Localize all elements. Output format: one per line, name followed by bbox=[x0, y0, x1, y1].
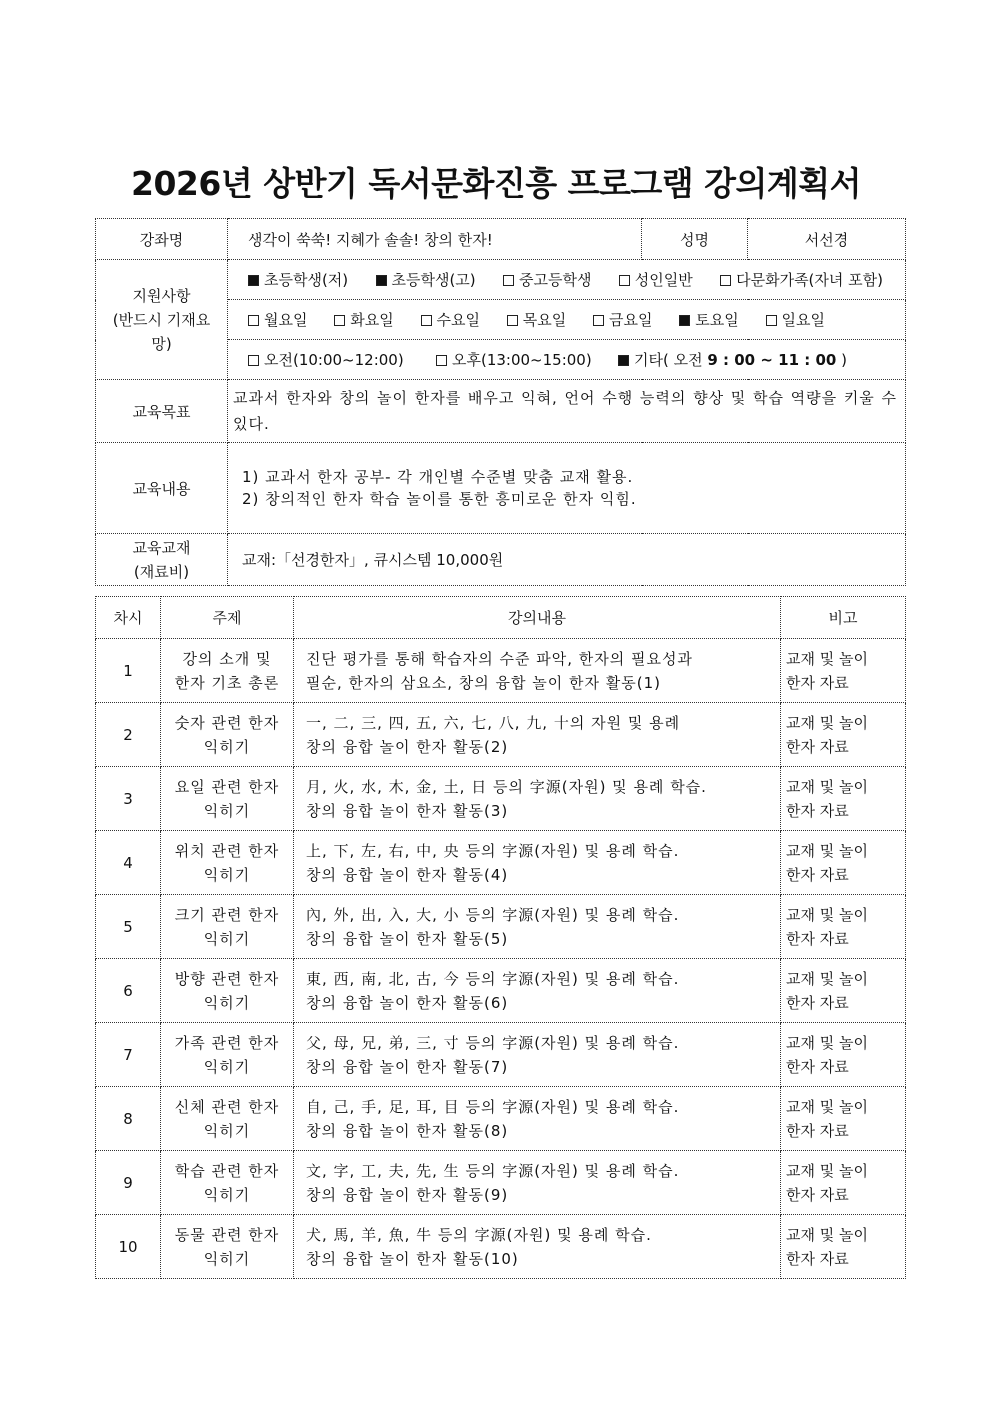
day-checkbox-group bbox=[248, 309, 897, 330]
session-content-line: 犬, 馬, 羊, 魚, 牛 등의 字源(자원) 및 용례 학습. bbox=[306, 1225, 652, 1244]
day-option[interactable] bbox=[334, 309, 393, 330]
session-remarks-line: 교재 및 놀이 bbox=[786, 1097, 868, 1116]
session-remarks bbox=[781, 959, 906, 1023]
session-topic-line: 익히기 bbox=[203, 1121, 251, 1140]
time-checkbox-group bbox=[248, 349, 897, 370]
session-topic-line: 숫자 관련 한자 bbox=[174, 713, 280, 732]
session-remarks bbox=[781, 1023, 906, 1087]
session-topic-line: 익히기 bbox=[203, 801, 251, 820]
day-option-label: 토요일 bbox=[695, 311, 739, 329]
session-topic bbox=[161, 639, 294, 703]
session-remarks-line: 교재 및 놀이 bbox=[786, 713, 868, 732]
document-title: 2026년 상반기 독서문화진흥 프로그램 강의계획서 bbox=[131, 164, 861, 203]
session-content-line: 月, 火, 水, 木, 金, 土, 日 등의 字源(자원) 및 용례 학습. bbox=[306, 777, 707, 796]
support-label bbox=[96, 260, 228, 380]
session-content-line: 창의 융합 놀이 한자 활동(4) bbox=[306, 865, 509, 884]
session-remarks bbox=[781, 1215, 906, 1279]
checkbox-icon bbox=[248, 355, 259, 366]
session-number: 5 bbox=[96, 895, 161, 959]
target-option-label: 초등학생(고) bbox=[391, 271, 476, 289]
session-content bbox=[294, 1087, 781, 1151]
session-remarks bbox=[781, 831, 906, 895]
session-remarks-line: 교재 및 놀이 bbox=[786, 1033, 868, 1052]
header-session: 차시 bbox=[96, 597, 161, 639]
session-content-line: 창의 융합 놀이 한자 활동(3) bbox=[306, 801, 509, 820]
session-content bbox=[294, 1151, 781, 1215]
session-topic-line: 익히기 bbox=[203, 1249, 251, 1268]
support-label-line-1: 지원사항 bbox=[132, 286, 191, 305]
session-number: 7 bbox=[96, 1023, 161, 1087]
target-option[interactable] bbox=[503, 269, 591, 290]
session-topic-line: 강의 소개 및 bbox=[182, 649, 272, 668]
session-topic-line: 익히기 bbox=[203, 993, 251, 1012]
session-remarks-line: 한자 자료 bbox=[786, 929, 849, 948]
session-number: 2 bbox=[96, 703, 161, 767]
target-checkbox-group bbox=[248, 269, 897, 290]
content-label: 교육내용 bbox=[96, 443, 228, 534]
target-option[interactable] bbox=[619, 269, 693, 290]
day-option[interactable] bbox=[593, 309, 652, 330]
session-remarks-line: 교재 및 놀이 bbox=[786, 649, 868, 668]
session-number: 4 bbox=[96, 831, 161, 895]
checkbox-icon bbox=[507, 315, 518, 326]
header-topic: 주제 bbox=[161, 597, 294, 639]
session-content-line: 東, 西, 南, 北, 古, 今 등의 字源(자원) 및 용례 학습. bbox=[306, 969, 680, 988]
session-remarks-line: 교재 및 놀이 bbox=[786, 1161, 868, 1180]
checkbox-icon bbox=[619, 275, 630, 286]
session-remarks bbox=[781, 767, 906, 831]
goal-text: 교과서 한자와 창의 놀이 한자를 배우고 익혀, 언어 수행 능력의 향상 및 학습 역량을 키울 수 있다. bbox=[228, 380, 906, 443]
target-option[interactable] bbox=[376, 269, 476, 290]
session-content bbox=[294, 895, 781, 959]
checkbox-checked-icon bbox=[376, 275, 387, 286]
session-topic-line: 신체 관련 한자 bbox=[174, 1097, 280, 1116]
table-row bbox=[96, 703, 906, 767]
session-remarks-line: 교재 및 놀이 bbox=[786, 1225, 868, 1244]
goal-label: 교육목표 bbox=[96, 380, 228, 443]
session-number: 3 bbox=[96, 767, 161, 831]
content-text bbox=[228, 443, 906, 534]
session-remarks-line: 한자 자료 bbox=[786, 1057, 849, 1076]
checkbox-checked-icon bbox=[248, 275, 259, 286]
session-remarks-line: 교재 및 놀이 bbox=[786, 777, 868, 796]
session-remarks-line: 한자 자료 bbox=[786, 865, 849, 884]
checkbox-icon bbox=[421, 315, 432, 326]
table-row bbox=[96, 959, 906, 1023]
checkbox-checked-icon bbox=[618, 355, 629, 366]
session-number: 10 bbox=[96, 1215, 161, 1279]
session-topic bbox=[161, 959, 294, 1023]
day-option[interactable] bbox=[507, 309, 566, 330]
checkbox-icon bbox=[334, 315, 345, 326]
time-option-other-time: 9 : 00 ~ 11 : 00 bbox=[707, 351, 837, 369]
session-content-line: 진단 평가를 통해 학습자의 수준 파악, 한자의 필요성과 bbox=[306, 649, 693, 668]
day-option-label: 일요일 bbox=[781, 311, 825, 329]
header-remarks: 비고 bbox=[781, 597, 906, 639]
session-content-line: 父, 母, 兄, 弟, 三, 寸 등의 字源(자원) 및 용례 학습. bbox=[306, 1033, 680, 1052]
instructor-name-label: 성명 bbox=[642, 219, 748, 260]
table-row bbox=[96, 767, 906, 831]
header-content: 강의내용 bbox=[294, 597, 781, 639]
session-topic bbox=[161, 1023, 294, 1087]
session-content-line: 창의 융합 놀이 한자 활동(6) bbox=[306, 993, 509, 1012]
session-topic-line: 익히기 bbox=[203, 737, 251, 756]
day-option[interactable] bbox=[679, 309, 738, 330]
table-row bbox=[96, 1215, 906, 1279]
session-topic-line: 익히기 bbox=[203, 865, 251, 884]
course-name-value: 생각이 쑥쑥! 지혜가 솔솔! 창의 한자! bbox=[228, 219, 642, 260]
session-remarks-line: 교재 및 놀이 bbox=[786, 841, 868, 860]
target-options bbox=[228, 260, 906, 300]
session-content-line: 창의 융합 놀이 한자 활동(8) bbox=[306, 1121, 509, 1140]
session-topic-line: 익히기 bbox=[203, 1057, 251, 1076]
table-row bbox=[96, 895, 906, 959]
support-label-line-2: (반드시 기재요망) bbox=[112, 310, 211, 353]
table-row bbox=[96, 1151, 906, 1215]
content-line: 1) 교과서 한자 공부- 각 개인별 수준별 맞춤 교재 활용. bbox=[242, 468, 634, 486]
session-topic-line: 학습 관련 한자 bbox=[174, 1161, 280, 1180]
session-content bbox=[294, 959, 781, 1023]
checkbox-icon bbox=[248, 315, 259, 326]
day-option[interactable] bbox=[421, 309, 480, 330]
time-option-other-suffix: ) bbox=[836, 351, 847, 369]
checkbox-icon bbox=[766, 315, 777, 326]
session-remarks-line: 교재 및 놀이 bbox=[786, 905, 868, 924]
session-content-line: 창의 융합 놀이 한자 활동(9) bbox=[306, 1185, 509, 1204]
session-content bbox=[294, 639, 781, 703]
session-content bbox=[294, 1023, 781, 1087]
session-content-line: 창의 융합 놀이 한자 활동(7) bbox=[306, 1057, 509, 1076]
session-remarks-line: 한자 자료 bbox=[786, 1121, 849, 1140]
instructor-name-value: 서선경 bbox=[748, 219, 906, 260]
session-topic-line: 가족 관련 한자 bbox=[174, 1033, 280, 1052]
day-option[interactable] bbox=[766, 309, 825, 330]
table-row bbox=[96, 639, 906, 703]
time-option-other-prefix: 기타( 오전 bbox=[634, 351, 708, 369]
target-option-label: 중고등학생 bbox=[519, 271, 592, 289]
day-option-label: 금요일 bbox=[609, 311, 653, 329]
session-content-line: 上, 下, 左, 右, 中, 央 등의 字源(자원) 및 용례 학습. bbox=[306, 841, 680, 860]
day-option[interactable] bbox=[248, 309, 307, 330]
session-content-line: 自, 己, 手, 足, 耳, 目 등의 字源(자원) 및 용례 학습. bbox=[306, 1097, 680, 1116]
time-option-am-label: 오전(10:00~12:00) bbox=[264, 351, 404, 369]
session-content-line: 一, 二, 三, 四, 五, 六, 七, 八, 九, 十의 자원 및 용례 bbox=[306, 713, 681, 732]
target-option-label: 다문화가족(자녀 포함) bbox=[736, 271, 883, 289]
course-name-label: 강좌명 bbox=[96, 219, 228, 260]
table-row bbox=[96, 1087, 906, 1151]
time-option-pm-label: 오후(13:00~15:00) bbox=[452, 351, 592, 369]
session-remarks-line: 한자 자료 bbox=[786, 673, 849, 692]
checkbox-icon bbox=[720, 275, 731, 286]
time-option-am[interactable] bbox=[248, 349, 436, 370]
material-label-line-1: 교육교재 bbox=[132, 538, 191, 557]
session-remarks-line: 교재 및 놀이 bbox=[786, 969, 868, 988]
course-info-table bbox=[95, 218, 906, 586]
session-topic-line: 한자 기초 총론 bbox=[174, 673, 280, 692]
session-content bbox=[294, 703, 781, 767]
session-content-line: 창의 융합 놀이 한자 활동(2) bbox=[306, 737, 509, 756]
session-topic-line: 익히기 bbox=[203, 929, 251, 948]
session-number: 1 bbox=[96, 639, 161, 703]
session-remarks-line: 한자 자료 bbox=[786, 1185, 849, 1204]
session-topic bbox=[161, 703, 294, 767]
checkbox-checked-icon bbox=[679, 315, 690, 326]
session-topic bbox=[161, 1151, 294, 1215]
day-options bbox=[228, 300, 906, 340]
session-topic bbox=[161, 895, 294, 959]
day-option-label: 수요일 bbox=[436, 311, 480, 329]
session-remarks-line: 한자 자료 bbox=[786, 993, 849, 1012]
checkbox-icon bbox=[503, 275, 514, 286]
day-option-label: 목요일 bbox=[522, 311, 567, 329]
checkbox-icon bbox=[436, 355, 447, 366]
day-option-label: 월요일 bbox=[264, 311, 308, 329]
session-content-line: 文, 字, 工, 夫, 先, 生 등의 字源(자원) 및 용례 학습. bbox=[306, 1161, 680, 1180]
session-content-line: 창의 융합 놀이 한자 활동(5) bbox=[306, 929, 509, 948]
lecture-schedule-table bbox=[95, 596, 906, 1279]
checkbox-icon bbox=[593, 315, 604, 326]
session-content-line: 창의 융합 놀이 한자 활동(10) bbox=[306, 1249, 519, 1268]
session-topic bbox=[161, 1087, 294, 1151]
session-topic-line: 크기 관련 한자 bbox=[174, 905, 280, 924]
session-remarks bbox=[781, 1087, 906, 1151]
session-topic-line: 위치 관련 한자 bbox=[174, 841, 280, 860]
target-option-label: 성인일반 bbox=[634, 271, 693, 289]
session-remarks bbox=[781, 1151, 906, 1215]
time-options bbox=[228, 340, 906, 380]
schedule-header-row bbox=[96, 597, 906, 639]
session-topic-line: 방향 관련 한자 bbox=[174, 969, 280, 988]
session-content-line: 필순, 한자의 삼요소, 창의 융합 놀이 한자 활동(1) bbox=[306, 673, 661, 692]
session-content bbox=[294, 767, 781, 831]
table-row bbox=[96, 831, 906, 895]
target-option[interactable] bbox=[720, 269, 883, 290]
content-line: 2) 창의적인 한자 학습 놀이를 통한 흥미로운 한자 익힘. bbox=[242, 490, 637, 508]
table-row bbox=[96, 1023, 906, 1087]
session-number: 9 bbox=[96, 1151, 161, 1215]
session-remarks-line: 한자 자료 bbox=[786, 737, 849, 756]
session-remarks bbox=[781, 639, 906, 703]
material-label-line-2: (재료비) bbox=[133, 562, 190, 581]
session-topic-line: 익히기 bbox=[203, 1185, 251, 1204]
day-option-label: 화요일 bbox=[350, 311, 394, 329]
material-text: 교재:「선경한자」, 큐시스템 10,000원 bbox=[228, 534, 906, 586]
target-option-label: 초등학생(저) bbox=[264, 271, 349, 289]
session-topic bbox=[161, 767, 294, 831]
session-remarks bbox=[781, 703, 906, 767]
session-topic bbox=[161, 831, 294, 895]
session-topic-line: 요일 관련 한자 bbox=[174, 777, 280, 796]
material-label bbox=[96, 534, 228, 586]
time-option-pm[interactable] bbox=[436, 349, 618, 370]
session-topic-line: 동물 관련 한자 bbox=[174, 1225, 280, 1244]
session-number: 6 bbox=[96, 959, 161, 1023]
session-content-line: 內, 外, 出, 入, 大, 小 등의 字源(자원) 및 용례 학습. bbox=[306, 905, 680, 924]
time-option-other[interactable] bbox=[618, 349, 847, 370]
session-content bbox=[294, 831, 781, 895]
session-remarks-line: 한자 자료 bbox=[786, 801, 849, 820]
session-remarks-line: 한자 자료 bbox=[786, 1249, 849, 1268]
session-content bbox=[294, 1215, 781, 1279]
session-topic bbox=[161, 1215, 294, 1279]
session-remarks bbox=[781, 895, 906, 959]
session-number: 8 bbox=[96, 1087, 161, 1151]
target-option[interactable] bbox=[248, 269, 348, 290]
